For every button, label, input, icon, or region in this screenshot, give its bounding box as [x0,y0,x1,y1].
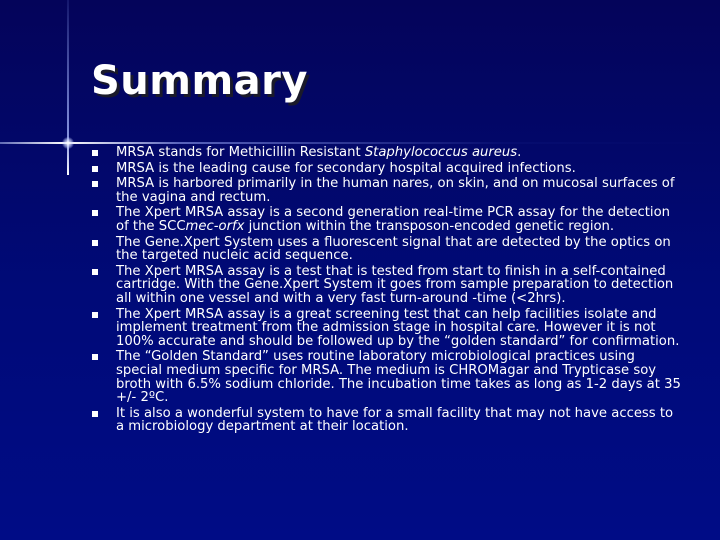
bullet-square-icon [92,354,98,360]
bullet-text-run: It is also a wonderful system to have for a small facility that may not have access to a microbiology department at their location. [116,405,674,435]
bullet-text [116,235,671,264]
bullet-text [116,161,576,176]
bullet-square-icon [92,269,98,275]
bullet-text-run: MRSA is harbored primarily in the human nares, on skin, and on mucosal surfaces of the vagina and rectum. [116,176,675,205]
bullet-text-run: The “Golden Standard” uses routine laboratory microbiological practices using special medium specific for MRSA. The medium is CHROMagar and Trypticase soy broth with 6.5% sodium chloride. The incubation time takes as long as 1-2 days at 35 +/- 2ºC. [116,349,681,406]
bullet-item [92,265,682,306]
bullet-text [116,406,673,435]
bullet-text-run: The Xpert MRSA assay is a second generation real-time PCR assay for the detection of the SCC [116,205,671,234]
bullet-text [116,264,673,306]
bullet-square-icon [92,312,98,318]
bullet-square-icon [92,150,98,156]
bullet-item [92,350,682,404]
bullet-text [116,145,521,160]
bullet-text-run: junction within the transposon-encoded genetic region. [244,218,615,234]
bullet-item [92,206,682,233]
bullet-text-italic: Staphylococcus aureus [364,145,518,160]
decorative-sparkle [62,137,74,149]
bullet-text-run: The Xpert MRSA assay is a great screening test that can help facilities isolate and implement treatment from the admission stage in hospital care. However it is not 100% accurate and should be followed up by the “golden standard” for confirmation. [116,306,680,349]
bullet-text [116,176,675,205]
bullet-item [92,308,682,349]
decorative-horizontal-line [0,142,720,144]
bullet-text-run: . [517,145,522,160]
bullet-item [92,177,682,204]
bullet-square-icon [92,240,98,246]
bullet-item [92,146,682,160]
bullet-list [92,146,682,436]
bullet-item [92,407,682,434]
bullet-text-run: The Gene.Xpert System uses a fluorescent signal that are detected by the optics on the targeted nucleic acid sequence. [116,234,671,264]
bullet-text-run: MRSA is the leading cause for secondary hospital acquired infections. [116,160,576,176]
bullet-item [92,236,682,263]
bullet-square-icon [92,181,98,187]
bullet-text-italic: mec-orfx [185,218,245,234]
bullet-text [116,349,681,405]
bullet-text-run: MRSA stands for Methicillin Resistant [116,145,365,160]
bullet-square-icon [92,210,98,216]
bullet-text [116,205,670,234]
bullet-item [92,162,682,176]
bullet-square-icon [92,166,98,172]
slide-title: Summary [91,58,308,104]
bullet-text-run: The Xpert MRSA assay is a test that is tested from start to finish in a self-contained cartridge. With the Gene.Xpert System it goes from sample preparation to detection all within one vessel and with a very fast turn-around -time (<2hrs). [116,263,674,306]
bullet-square-icon [92,411,98,417]
bullet-text [116,307,679,349]
